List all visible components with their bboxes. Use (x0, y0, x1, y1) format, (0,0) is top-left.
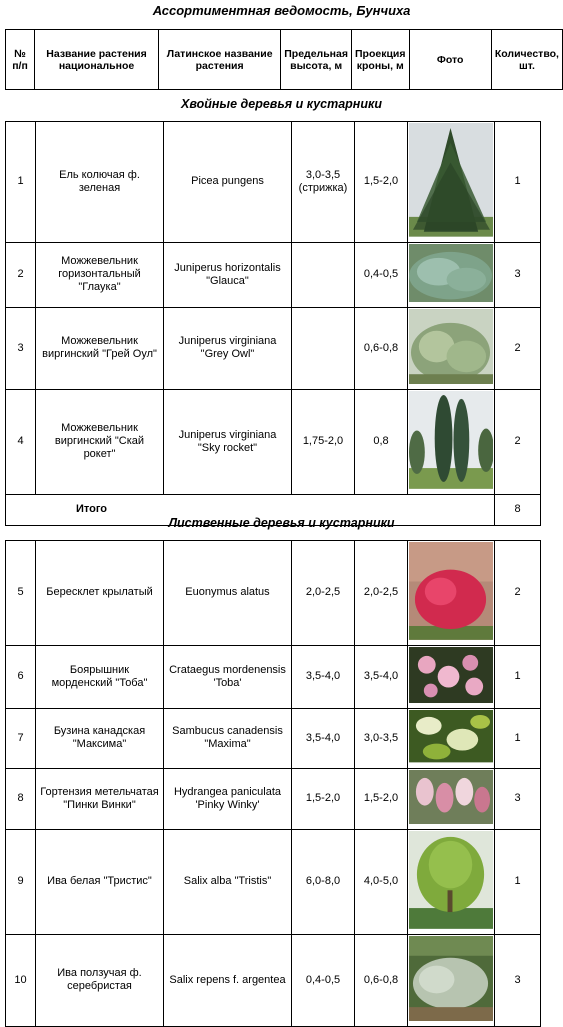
header-qty: Количество, шт. (491, 30, 562, 90)
row-name-ru: Можжевельник виргинский "Грей Оул" (36, 307, 164, 389)
row-name-lat: Picea pungens (164, 122, 292, 243)
row-name-ru: Гортензия метельчатая "Пинки Винки" (36, 768, 164, 829)
row-qty: 3 (495, 242, 541, 307)
pink-blossom-photo (409, 647, 493, 707)
row-name-lat: Juniperus virginiana "Sky rocket" (164, 390, 292, 495)
row-crown: 0,6-0,8 (355, 934, 408, 1026)
row-name-lat: Crataegus mordenensis 'Toba' (164, 645, 292, 708)
header-num: № п/п (6, 30, 35, 90)
row-crown: 2,0-2,5 (355, 541, 408, 646)
row-num: 9 (6, 829, 36, 934)
section-title-deciduous: Лиственные деревья и кустарники (168, 516, 395, 530)
table-row (6, 829, 541, 934)
row-crown: 0,6-0,8 (355, 307, 408, 389)
table-row (6, 934, 541, 1026)
row-crown: 4,0-5,0 (355, 829, 408, 934)
row-num: 6 (6, 645, 36, 708)
row-height: 6,0-8,0 (292, 829, 355, 934)
row-name-lat: Juniperus virginiana "Grey Owl" (164, 307, 292, 389)
row-name-lat: Juniperus horizontalis "Glauca" (164, 242, 292, 307)
row-qty: 2 (495, 390, 541, 495)
row-height: 3,5-4,0 (292, 645, 355, 708)
row-name-lat: Salix repens f. argentea (164, 934, 292, 1026)
row-name-ru: Ель колючая ф. зеленая (36, 122, 164, 243)
row-crown: 3,5-4,0 (355, 645, 408, 708)
row-name-lat: Salix alba "Tristis" (164, 829, 292, 934)
row-qty: 1 (495, 122, 541, 243)
spruce-photo (409, 123, 493, 241)
row-qty: 1 (495, 645, 541, 708)
row-qty: 1 (495, 709, 541, 768)
header-table (5, 29, 563, 90)
row-qty: 3 (495, 934, 541, 1026)
total-value: 8 (495, 494, 541, 525)
row-height (292, 242, 355, 307)
header-height: Предельная высота, м (281, 30, 352, 90)
row-name-ru: Можжевельник виргинский "Скай рокет" (36, 390, 164, 495)
row-name-ru: Бузина канадская "Максима" (36, 709, 164, 768)
table-row (6, 390, 541, 495)
conifers-table (5, 121, 541, 526)
row-crown: 0,8 (355, 390, 408, 495)
row-num: 8 (6, 768, 36, 829)
row-num: 7 (6, 709, 36, 768)
section-title-conifers: Хвойные деревья и кустарники (181, 97, 382, 111)
row-height: 1,5-2,0 (292, 768, 355, 829)
row-name-ru: Ива белая "Тристис" (36, 829, 164, 934)
row-height: 1,75-2,0 (292, 390, 355, 495)
table-row (6, 307, 541, 389)
red-shrub-photo (409, 542, 493, 644)
row-height (292, 307, 355, 389)
row-name-lat: Hydrangea paniculata 'Pinky Winky' (164, 768, 292, 829)
row-qty: 1 (495, 829, 541, 934)
juniper-creeping-photo (409, 244, 493, 306)
juniper-shrub-photo (409, 309, 493, 388)
row-qty: 2 (495, 307, 541, 389)
header-name-lat: Латинское название растения (159, 30, 281, 90)
row-num: 3 (6, 307, 36, 389)
row-num: 1 (6, 122, 36, 243)
row-name-lat: Sambucus canadensis "Maxima" (164, 709, 292, 768)
row-crown: 1,5-2,0 (355, 122, 408, 243)
row-crown: 3,0-3,5 (355, 709, 408, 768)
silver-willow-photo (409, 936, 493, 1025)
row-name-ru: Можжевельник горизонтальный "Глаука" (36, 242, 164, 307)
header-name-ru: Название растения национальное (35, 30, 159, 90)
row-height: 3,0-3,5 (стрижка) (292, 122, 355, 243)
row-crown: 0,4-0,5 (355, 242, 408, 307)
deciduous-table (5, 540, 541, 1027)
hydrangea-photo (409, 770, 493, 828)
row-num: 5 (6, 541, 36, 646)
table-row (6, 709, 541, 768)
table-row (6, 122, 541, 243)
row-name-ru: Боярышник морденский "Тоба" (36, 645, 164, 708)
row-num: 4 (6, 390, 36, 495)
row-height: 2,0-2,5 (292, 541, 355, 646)
row-crown: 1,5-2,0 (355, 768, 408, 829)
row-qty: 2 (495, 541, 541, 646)
document-title: Ассортиментная ведомость, Бунчиха (152, 3, 411, 18)
row-num: 2 (6, 242, 36, 307)
table-row (6, 645, 541, 708)
row-name-ru: Бересклет крылатый (36, 541, 164, 646)
row-num: 10 (6, 934, 36, 1026)
total-label: Итого (75, 503, 108, 516)
elder-photo (409, 710, 493, 766)
columnar-juniper-photo (409, 391, 493, 493)
header-crown: Проекция кроны, м (352, 30, 410, 90)
weeping-willow-photo (409, 831, 493, 933)
row-height: 3,5-4,0 (292, 709, 355, 768)
row-name-ru: Ива ползучая ф. серебристая (36, 934, 164, 1026)
header-photo: Фото (409, 30, 491, 90)
table-row (6, 768, 541, 829)
row-height: 0,4-0,5 (292, 934, 355, 1026)
row-qty: 3 (495, 768, 541, 829)
table-row (6, 541, 541, 646)
table-row (6, 242, 541, 307)
row-name-lat: Euonymus alatus (164, 541, 292, 646)
